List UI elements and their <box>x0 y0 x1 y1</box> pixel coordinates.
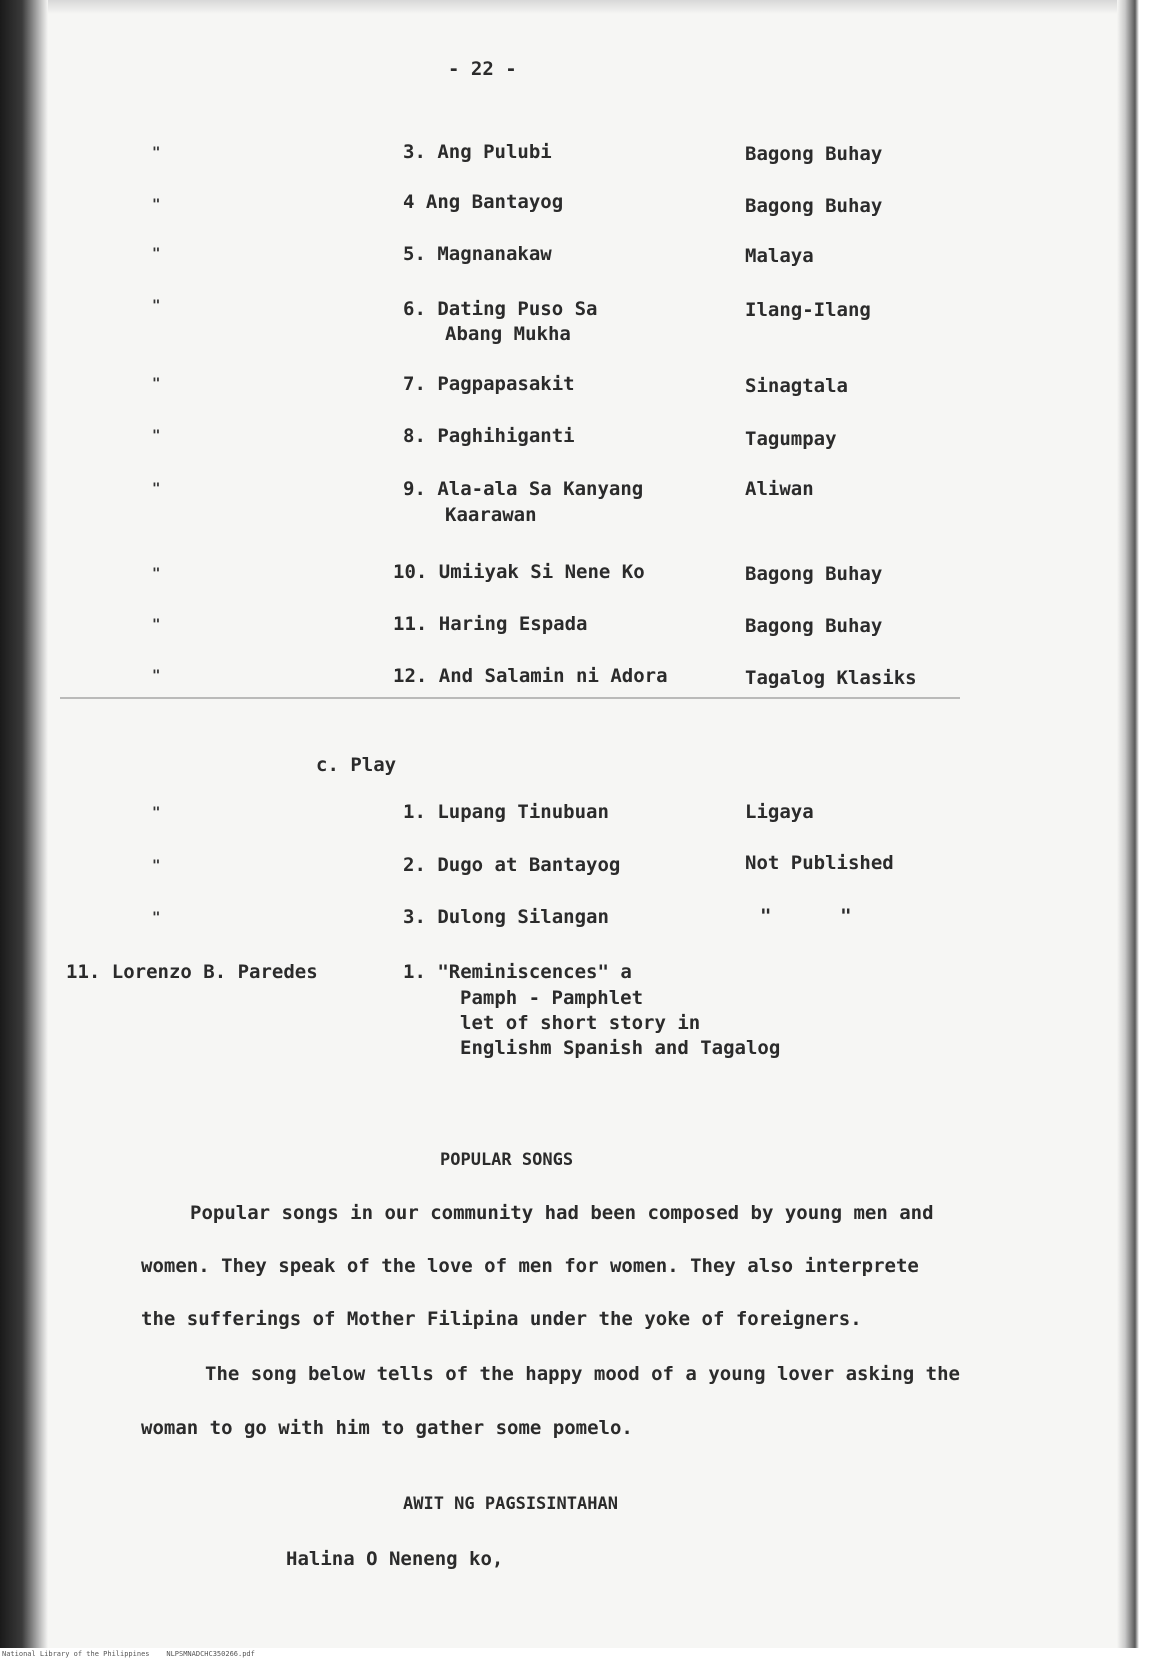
ditto-mark: " <box>152 376 161 392</box>
section-heading-popular-songs: POPULAR SONGS <box>440 1150 574 1170</box>
work-publication: Bagong Buhay <box>745 195 883 217</box>
work-title: 11. Haring Espada <box>393 613 588 635</box>
ditto-mark: " <box>152 617 161 633</box>
play-publication: Ligaya <box>745 801 814 823</box>
entry-line: Englishm Spanish and Tagalog <box>460 1037 781 1059</box>
entry-line: 1. "Reminiscences" a <box>403 961 632 983</box>
ditto-mark: " <box>152 805 161 821</box>
section-label-play: c. Play <box>316 754 397 776</box>
play-title: 3. Dulong Silangan <box>403 906 609 928</box>
entry-line: Pamph - Pamphlet <box>460 987 644 1009</box>
entry-line: let of short story in <box>460 1012 701 1034</box>
song-first-line: Halina O Neneng ko, <box>286 1548 504 1570</box>
ditto-mark: " <box>152 481 161 497</box>
ditto-mark: " <box>152 298 161 314</box>
paragraph-line: woman to go with him to gather some pomelo. <box>141 1417 633 1439</box>
work-title: 8. Paghihiganti <box>403 425 575 447</box>
work-title: 12. And Salamin ni Adora <box>393 665 668 687</box>
work-title: 10. Umiiyak Si Nene Ko <box>393 561 645 583</box>
scan-left-edge <box>0 0 48 1658</box>
scan-top-edge <box>0 0 1165 14</box>
author-name: 11. Lorenzo B. Paredes <box>66 961 318 983</box>
work-title: 7. Pagpapasakit <box>403 373 575 395</box>
scan-fold-line <box>60 697 960 699</box>
work-publication: Bagong Buhay <box>745 615 883 637</box>
song-title: AWIT NG PAGSISINTAHAN <box>403 1494 618 1514</box>
work-publication: Aliwan <box>745 478 814 500</box>
paragraph-line: women. They speak of the love of men for women. They also interprete <box>141 1255 919 1277</box>
work-title-continued: Abang Mukha <box>445 323 571 345</box>
work-title: 3. Ang Pulubi <box>403 141 552 163</box>
work-publication: Bagong Buhay <box>745 563 883 585</box>
work-title: 6. Dating Puso Sa <box>403 298 598 320</box>
work-publication: Malaya <box>745 245 814 267</box>
ditto-mark: " <box>152 246 161 262</box>
play-publication: Not Published <box>745 852 894 874</box>
ditto-mark: " <box>152 858 161 874</box>
work-title-continued: Kaarawan <box>445 504 537 526</box>
paragraph-line: The song below tells of the happy mood of a young lover asking the <box>205 1363 960 1385</box>
page-number: - 22 - <box>448 58 517 80</box>
ditto-mark: " <box>152 428 161 444</box>
footer-caption: National Library of the Philippines NLPSMNADCHC350266.pdf <box>2 1650 255 1658</box>
ditto-mark: " <box>152 197 161 213</box>
paragraph-line: the sufferings of Mother Filipina under the yoke of foreigners. <box>141 1308 862 1330</box>
play-title: 2. Dugo at Bantayog <box>403 854 621 876</box>
work-title: 9. Ala-ala Sa Kanyang <box>403 478 644 500</box>
work-publication: Ilang-Ilang <box>745 299 871 321</box>
ditto-mark: " <box>152 668 161 684</box>
play-title: 1. Lupang Tinubuan <box>403 801 609 823</box>
work-publication: Tagumpay <box>745 428 837 450</box>
play-publication: " " <box>760 905 852 927</box>
ditto-mark: " <box>152 566 161 582</box>
work-title: 4 Ang Bantayog <box>403 191 564 213</box>
work-publication: Sinagtala <box>745 375 848 397</box>
ditto-mark: " <box>152 145 161 161</box>
ditto-mark: " <box>152 910 161 926</box>
work-title: 5. Magnanakaw <box>403 243 552 265</box>
paragraph-line: Popular songs in our community had been composed by young men and <box>190 1202 934 1224</box>
work-publication: Tagalog Klasiks <box>745 667 917 689</box>
work-publication: Bagong Buhay <box>745 143 883 165</box>
scan-right-edge <box>1117 0 1165 1658</box>
